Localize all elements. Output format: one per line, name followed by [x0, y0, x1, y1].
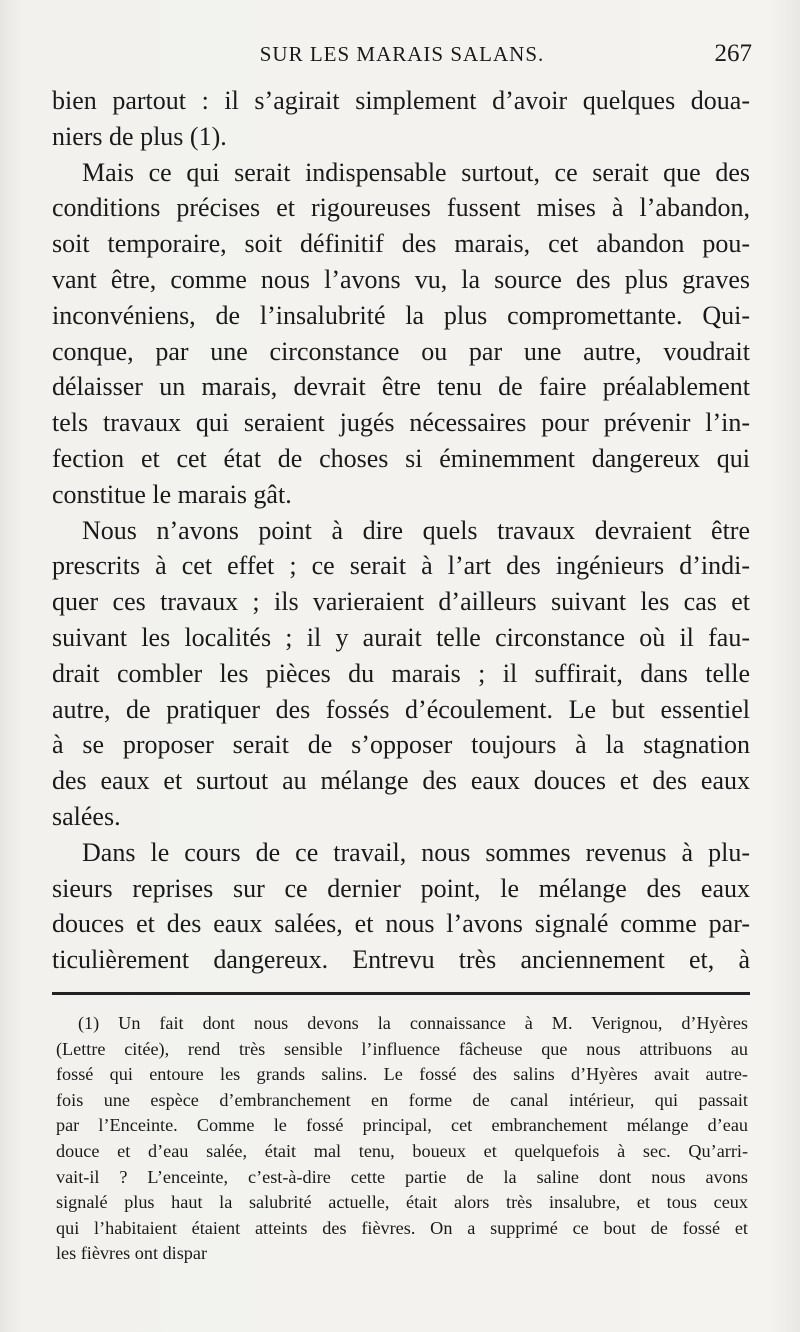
text-line: autre, de pratiquer des fossés d’écoulement. Le but essentiel: [52, 694, 750, 724]
footnote-line: par l’Enceinte. Comme le fossé principal, cet embranchement mélange d’eau: [56, 1115, 748, 1136]
footnote-line: signalé plus haut la salubrité actuelle, était alors très insalubre, et tous ceux: [56, 1192, 748, 1213]
text-line: ticulièrement dangereux. Entrevu très anciennement et, à: [52, 945, 750, 975]
text-line: constitue le marais gât.: [52, 479, 292, 509]
running-title: SUR LES MARAIS SALANS.: [259, 42, 545, 66]
footnote-line: les fièvres ont dispar: [56, 1243, 208, 1264]
text-line: fection et cet état de choses si éminemment dangereux qui: [52, 443, 750, 473]
text-line: douces et des eaux salées, et nous l’avons signalé comme par-: [52, 909, 750, 939]
text-line: niers de plus (1).: [52, 121, 227, 151]
text-line: bien partout : il s’agirait simplement d’avoir quelques doua-: [52, 86, 750, 115]
footnote-line: fois une espèce d’embranchement en forme de canal intérieur, qui passait: [56, 1089, 748, 1110]
page-header: [52, 40, 752, 74]
text-line: quer ces travaux ; ils varieraient d’ailleurs suivant les cas et: [52, 587, 750, 617]
text-line: salées.: [52, 801, 121, 831]
text-line: sieurs reprises sur ce dernier point, le mélange des eaux: [52, 873, 750, 903]
text-line: conque, par une circonstance ou par une autre, voudrait: [52, 336, 750, 366]
footnote: [56, 1011, 748, 1267]
footnote-line: qui l’habitaient étaient atteints des fièvres. On a supprimé ce bout de fossé et: [56, 1217, 748, 1238]
text-line: vant être, comme nous l’avons vu, la source des plus graves: [52, 264, 750, 294]
text-line: suivant les localités ; il y aurait telle circonstance où il fau-: [52, 622, 750, 652]
text-line: des eaux et surtout au mélange des eaux douces et des eaux: [52, 766, 750, 796]
text-line: soit temporaire, soit définitif des marais, cet abandon pou-: [52, 229, 750, 259]
text-line: inconvéniens, de l’insalubrité la plus compromettante. Qui-: [52, 300, 750, 330]
text-line: drait combler les pièces du marais ; il suffirait, dans telle: [52, 658, 750, 688]
footnote-line: (1) Un fait dont nous devons la connaissance à M. Verignou, d’Hyères: [78, 1013, 748, 1033]
text-line: conditions précises et rigoureuses fussent mises à l’abandon,: [52, 193, 750, 223]
text-line: prescrits à cet effet ; ce serait à l’art des ingénieurs d’indi-: [52, 551, 750, 581]
footnote-rule: [52, 992, 750, 995]
text-line: délaisser un marais, devrait être tenu de faire préalablement: [52, 372, 750, 402]
main-text: [52, 83, 750, 978]
footnote-line: vait-il ? L’enceinte, c’est-à-dire cette partie de la saline dont nous avons: [56, 1166, 748, 1187]
page-number: 267: [714, 40, 752, 67]
text-line: tels travaux qui seraient jugés nécessaires pour prévenir l’in-: [52, 408, 750, 438]
text-line: Mais ce qui serait indispensable surtout, ce serait que des: [82, 157, 750, 187]
text-line: Dans le cours de ce travail, nous sommes revenus à plu-: [82, 837, 750, 867]
text-line: Nous n’avons point à dire quels travaux devraient être: [82, 515, 750, 545]
footnote-line: (Lettre citée), rend très sensible l’influence fâcheuse que nous attribuons au: [56, 1038, 748, 1059]
footnote-line: fossé qui entoure les grands salins. Le fossé des salins d’Hyères avait autre-: [56, 1064, 748, 1085]
text-line: à se proposer serait de s’opposer toujours à la stagnation: [52, 730, 750, 760]
footnote-line: douce et d’eau salée, était mal tenu, boueux et quelquefois à sec. Qu’arri-: [56, 1140, 748, 1161]
